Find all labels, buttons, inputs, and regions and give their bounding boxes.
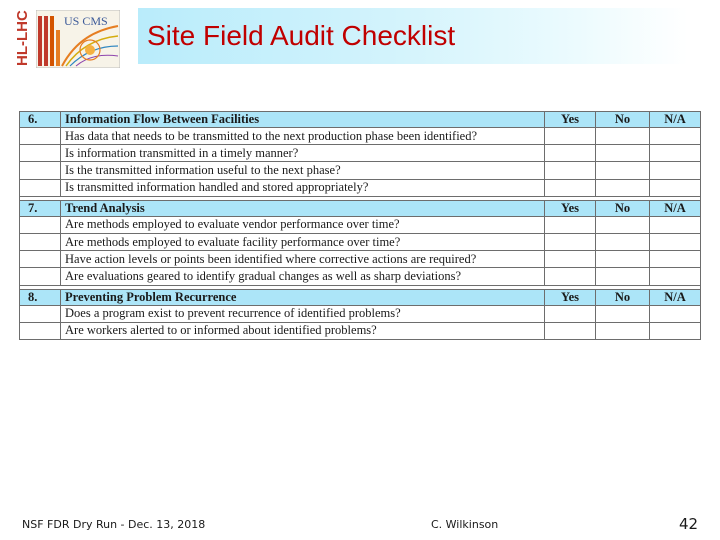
no-column-label: No [596,289,650,305]
question-text: Are evaluations geared to identify gradual changes as well as sharp deviations? [61,268,545,285]
section-number: 7. [20,200,61,216]
empty-cell [20,145,61,162]
question-row [20,145,701,162]
yes-column-label: Yes [545,200,596,216]
logo-vertical-text: HL-LHC [14,10,31,66]
hl-lhc-logo [8,6,34,68]
section-heading: Information Flow Between Facilities [61,112,545,128]
question-text: Are workers alerted to or informed about identified problems? [61,322,545,339]
question-row [20,233,701,250]
audit-checklist-table [19,111,701,340]
question-row [20,179,701,196]
page-title: Site Field Audit Checklist [147,20,456,51]
question-row [20,251,701,268]
question-row [20,305,701,322]
empty-cell [20,128,61,145]
section-heading: Trend Analysis [61,200,545,216]
empty-cell [20,179,61,196]
na-column-label: N/A [650,289,701,305]
section-number: 8. [20,289,61,305]
question-text: Is information transmitted in a timely manner? [61,145,545,162]
empty-cell [20,305,61,322]
no-checkbox-cell[interactable] [596,179,650,196]
no-checkbox-cell[interactable] [596,128,650,145]
na-column-label: N/A [650,200,701,216]
na-checkbox-cell[interactable] [650,251,701,268]
yes-checkbox-cell[interactable] [545,305,596,322]
question-row [20,322,701,339]
page-number: 42 [679,515,699,533]
no-checkbox-cell[interactable] [596,145,650,162]
na-checkbox-cell[interactable] [650,145,701,162]
yes-column-label: Yes [545,112,596,128]
na-checkbox-cell[interactable] [650,233,701,250]
na-checkbox-cell[interactable] [650,268,701,285]
footer-presenter: C. Wilkinson [431,518,499,531]
yes-checkbox-cell[interactable] [545,233,596,250]
question-row [20,268,701,285]
no-checkbox-cell[interactable] [596,305,650,322]
empty-cell [20,322,61,339]
no-checkbox-cell[interactable] [596,322,650,339]
na-checkbox-cell[interactable] [650,216,701,233]
no-checkbox-cell[interactable] [596,233,650,250]
no-checkbox-cell[interactable] [596,216,650,233]
na-checkbox-cell[interactable] [650,322,701,339]
yes-checkbox-cell[interactable] [545,216,596,233]
empty-cell [20,251,61,268]
logo-org-text: US CMS [64,14,108,28]
section-header-7 [20,200,701,216]
yes-checkbox-cell[interactable] [545,251,596,268]
yes-checkbox-cell[interactable] [545,179,596,196]
question-row [20,216,701,233]
no-checkbox-cell[interactable] [596,251,650,268]
empty-cell [20,216,61,233]
question-text: Have action levels or points been identified where corrective actions are required? [61,251,545,268]
section-number: 6. [20,112,61,128]
empty-cell [20,162,61,179]
no-checkbox-cell[interactable] [596,162,650,179]
na-checkbox-cell[interactable] [650,179,701,196]
question-row [20,128,701,145]
empty-cell [20,233,61,250]
empty-cell [20,268,61,285]
question-text: Has data that needs to be transmitted to the next production phase been identified? [61,128,545,145]
section-heading: Preventing Problem Recurrence [61,289,545,305]
na-checkbox-cell[interactable] [650,128,701,145]
no-column-label: No [596,200,650,216]
title-bar [138,8,688,64]
no-column-label: No [596,112,650,128]
yes-checkbox-cell[interactable] [545,128,596,145]
yes-column-label: Yes [545,289,596,305]
logo [8,6,120,68]
na-column-label: N/A [650,112,701,128]
footer-event: NSF FDR Dry Run - Dec. 13, 2018 [22,518,206,531]
question-row [20,162,701,179]
uscms-logo-art [36,10,120,68]
section-header-8 [20,289,701,305]
question-text: Are methods employed to evaluate facility performance over time? [61,233,545,250]
question-text: Is transmitted information handled and stored appropriately? [61,179,545,196]
section-header-6 [20,112,701,128]
question-text: Is the transmitted information useful to the next phase? [61,162,545,179]
na-checkbox-cell[interactable] [650,305,701,322]
question-text: Are methods employed to evaluate vendor performance over time? [61,216,545,233]
question-text: Does a program exist to prevent recurrence of identified problems? [61,305,545,322]
yes-checkbox-cell[interactable] [545,268,596,285]
yes-checkbox-cell[interactable] [545,322,596,339]
no-checkbox-cell[interactable] [596,268,650,285]
na-checkbox-cell[interactable] [650,162,701,179]
yes-checkbox-cell[interactable] [545,162,596,179]
yes-checkbox-cell[interactable] [545,145,596,162]
